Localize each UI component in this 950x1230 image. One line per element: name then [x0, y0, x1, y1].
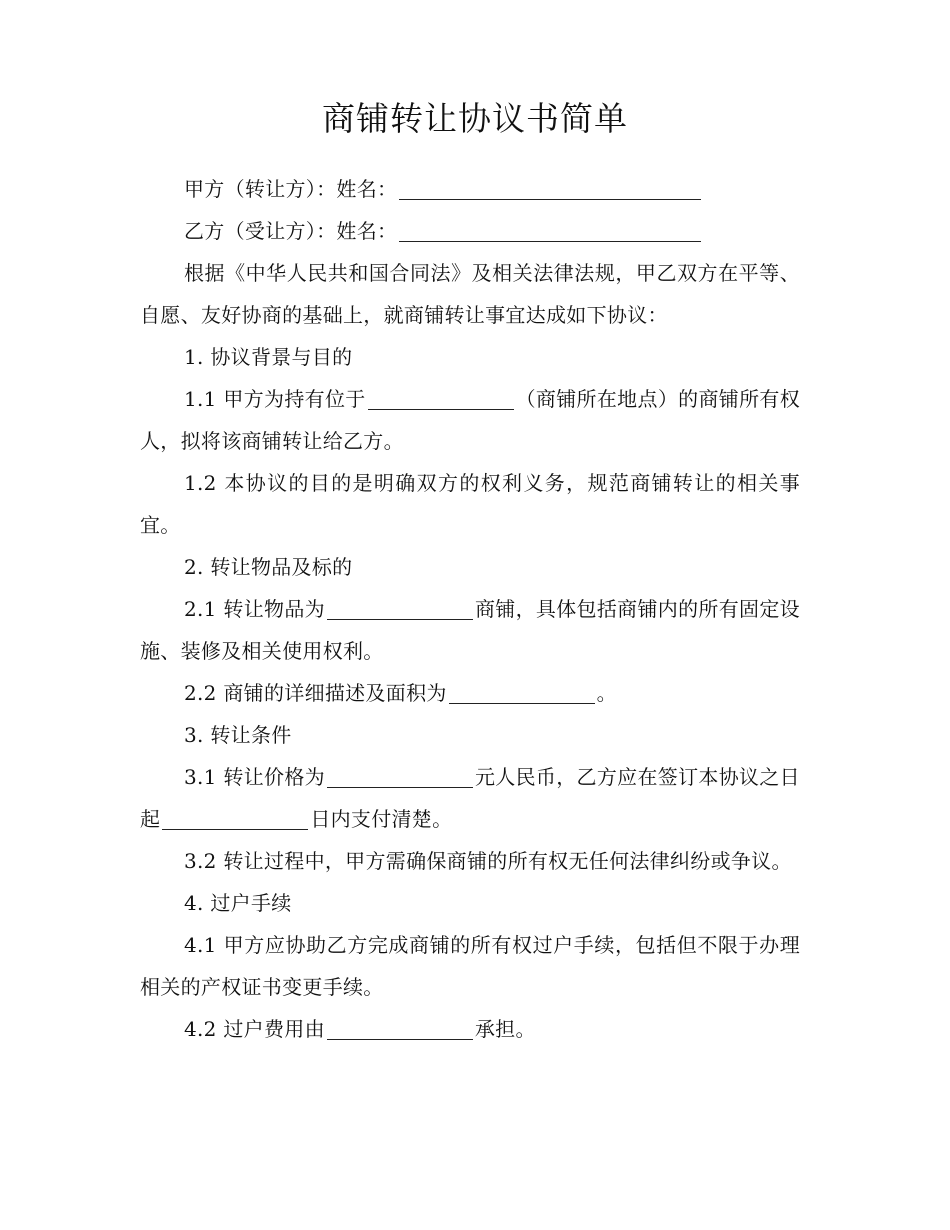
party-b-name-blank [399, 219, 701, 242]
section-1-heading: 1. 协议背景与目的 [184, 345, 353, 369]
clause-4-2 [140, 1008, 800, 1050]
clause-3-1-suffix: 日内支付清楚。 [310, 807, 453, 831]
clause-2-1-suffix: 商铺，具体包括商铺内的所有固定设施、装修及相关使用权利。 [140, 597, 800, 663]
party-a-line [140, 168, 800, 210]
shop-location-blank [368, 387, 514, 410]
document-body [140, 168, 800, 1050]
payment-days-blank [162, 807, 308, 830]
clause-1-1-suffix: （商铺所在地点）的商铺所有权人，拟将该商铺转让给乙方。 [140, 387, 801, 453]
clause-3-1-prefix: 3.1 转让价格为 [184, 765, 325, 789]
shop-area-blank [449, 681, 595, 704]
intro-paragraph: 根据《中华人民共和国合同法》及相关法律法规，甲乙双方在平等、自愿、友好协商的基础上，就商铺转让事宜达成如下协议： [140, 261, 800, 327]
clause-4-1: 4.1 甲方应协助乙方完成商铺的所有权过户手续，包括但不限于办理相关的产权证书变更手续。 [140, 933, 800, 999]
section-2-heading: 2. 转让物品及标的 [184, 555, 353, 579]
section-3-heading: 3. 转让条件 [184, 723, 292, 747]
clause-1-1 [140, 378, 800, 462]
clause-1-2: 1.2 本协议的目的是明确双方的权利义务，规范商铺转让的相关事宜。 [140, 471, 800, 537]
clause-2-2 [140, 672, 800, 714]
clause-3-1 [140, 756, 800, 840]
clause-3-2: 3.2 转让过程中，甲方需确保商铺的所有权无任何法律纠纷或争议。 [184, 849, 792, 873]
clause-2-2-suffix: 。 [596, 681, 617, 705]
clause-2-1 [140, 588, 800, 672]
party-a-name-blank [399, 177, 701, 200]
clause-3-1-mid: 元人民币，乙方应在签订本协议之日起 [140, 765, 800, 831]
transfer-item-blank [327, 597, 473, 620]
party-b-label: 乙方（受让方）：姓名： [184, 219, 398, 243]
clause-2-2-prefix: 2.2 商铺的详细描述及面积为 [184, 681, 447, 705]
price-blank [327, 765, 473, 788]
party-b-line [140, 210, 800, 252]
section-4-heading: 4. 过户手续 [184, 891, 292, 915]
clause-4-2-suffix: 承担。 [474, 1017, 536, 1041]
clause-2-1-prefix: 2.1 转让物品为 [184, 597, 325, 621]
document-title: 商铺转让协议书简单 [322, 99, 628, 138]
party-a-label: 甲方（转让方）：姓名： [184, 177, 398, 201]
clause-4-2-prefix: 4.2 过户费用由 [184, 1017, 325, 1041]
clause-1-1-prefix: 1.1 甲方为持有位于 [184, 387, 366, 411]
transfer-fee-party-blank [327, 1017, 473, 1040]
